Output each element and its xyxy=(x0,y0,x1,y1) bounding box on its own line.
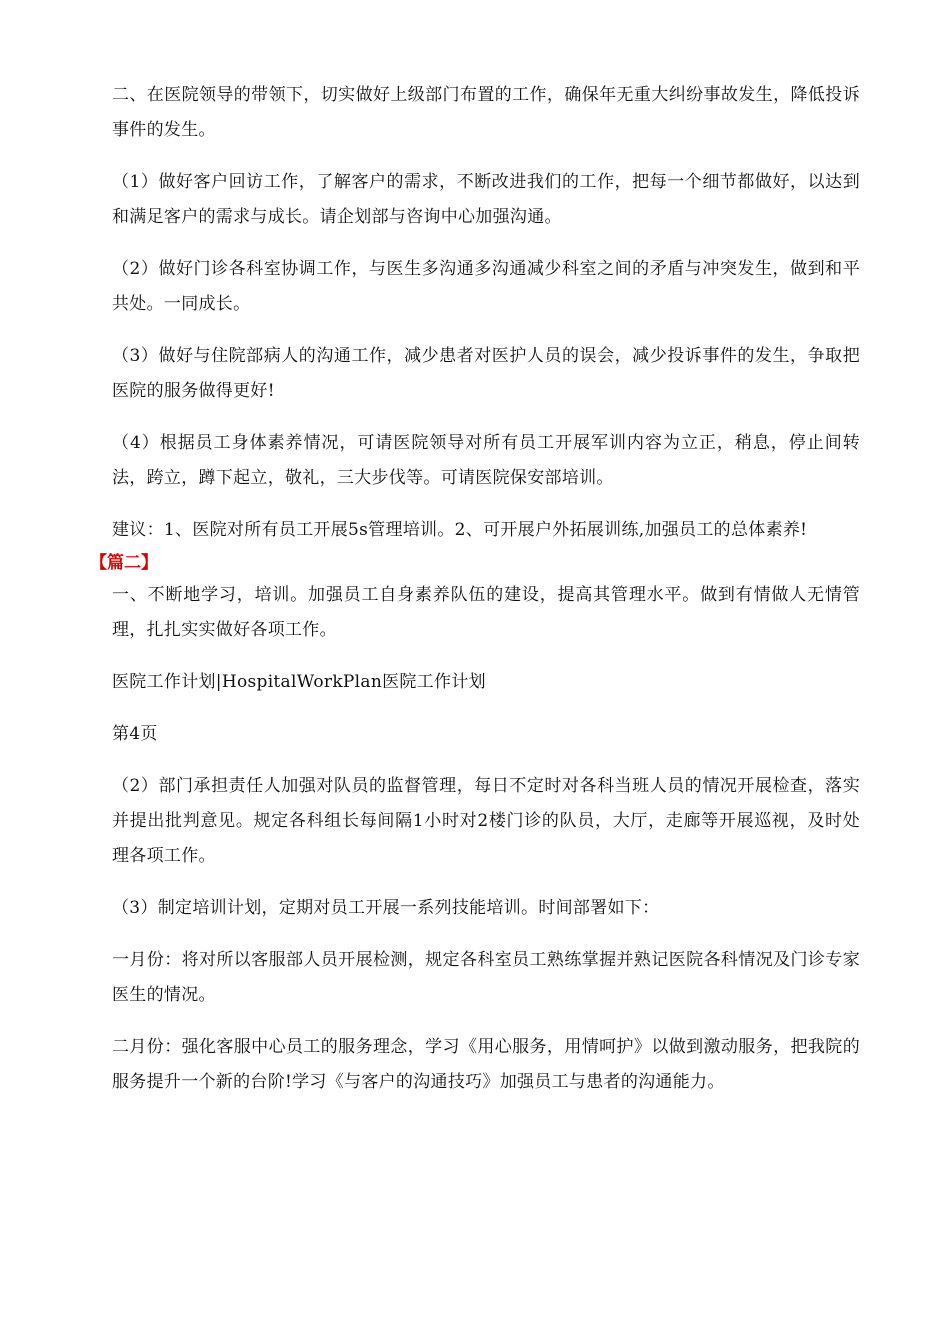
paragraph-part2-item-2: （2）部门承担责任人加强对队员的监督管理，每日不定时对各科当班人员的情况开展检查，落实并提出批判意见。规定各科组长每间隔1小时对2楼门诊的队员，大厅，走廊等开展巡视，及时处理各项工作。 xyxy=(112,776,860,866)
page-number: 第4页 xyxy=(112,724,158,744)
paragraph-section-two-intro: 二、在医院领导的带领下，切实做好上级部门布置的工作，确保年无重大纠纷事故发生，降低投诉事件的发生。 xyxy=(112,85,860,140)
paragraph-item-4: （4）根据员工身体素养情况，可请医院领导对所有员工开展军训内容为立正，稍息，停止间转法，跨立，蹲下起立，敬礼，三大步伐等。可请医院保安部培训。 xyxy=(112,433,860,488)
paragraph-part2-intro: 一、不断地学习，培训。加强员工自身素养队伍的建设，提高其管理水平。做到有情做人无情管理，扎扎实实做好各项工作。 xyxy=(112,585,860,640)
paragraph-item-3: （3）做好与住院部病人的沟通工作，减少患者对医护人员的误会，减少投诉事件的发生，争取把医院的服务做得更好! xyxy=(112,346,860,401)
paragraph-january: 一月份：将对所以客服部人员开展检测，规定各科室员工熟练掌握并熟记医院各科情况及门诊专家医生的情况。 xyxy=(112,950,860,1005)
paragraph-part2-item-3: （3）制定培训计划，定期对员工开展一系列技能培训。时间部署如下： xyxy=(112,898,660,918)
section-heading: 【篇二】 xyxy=(90,553,158,573)
paragraph-suggestion: 建议：1、医院对所有员工开展5s管理培训。2、可开展户外拓展训练,加强员工的总体素养! xyxy=(112,520,808,540)
paragraph-item-2: （2）做好门诊各科室协调工作，与医生多沟通多沟通减少科室之间的矛盾与冲突发生，做到和平共处。一同成长。 xyxy=(112,259,860,314)
paragraph-item-1: （1）做好客户回访工作，了解客户的需求，不断改进我们的工作，把每一个细节都做好，以达到和满足客户的需求与成长。请企划部与咨询中心加强沟通。 xyxy=(112,172,860,227)
running-header-text: 医院工作计划|HospitalWorkPlan医院工作计划 xyxy=(112,672,486,692)
paragraph-february: 二月份：强化客服中心员工的服务理念，学习《用心服务，用情呵护》以做到激动服务，把我院的服务提升一个新的台阶!学习《与客户的沟通技巧》加强员工与患者的沟通能力。 xyxy=(112,1037,860,1092)
